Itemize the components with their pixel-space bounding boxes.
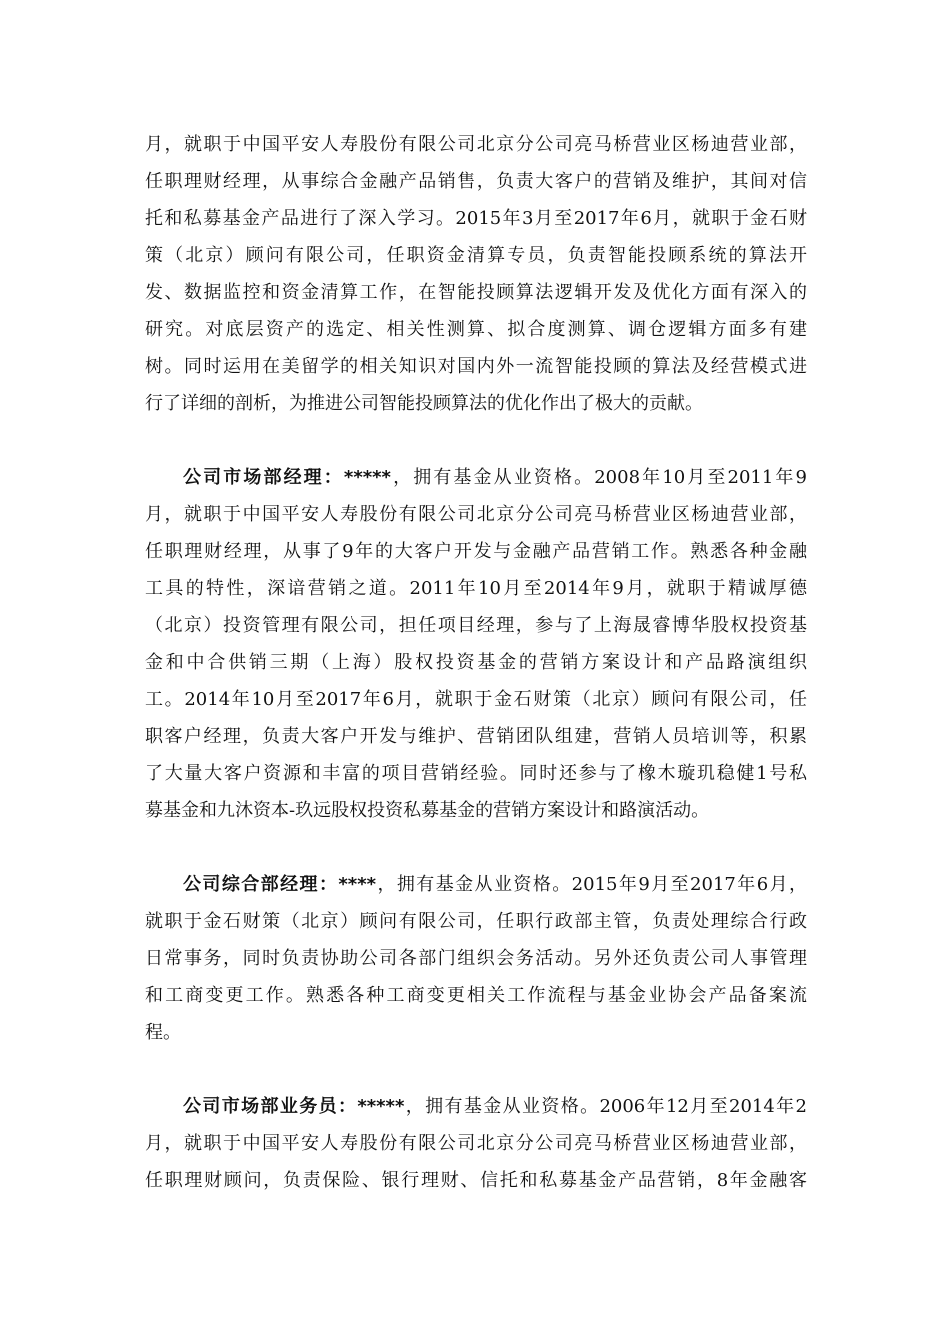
- paragraph-continuation: [145, 126, 807, 422]
- paragraph-market-manager: [145, 459, 807, 829]
- text-line: 日常事务，同时负责协助公司各部门组织会务活动。另外还负责公司人事管理: [145, 948, 807, 969]
- text-line: 月，就职于中国平安人寿股份有限公司北京分公司亮马桥营业区杨迪营业部，: [145, 504, 807, 525]
- paragraph-market-staff: [145, 1088, 807, 1199]
- text-line: 发、数据监控和资金清算工作，在智能投顾算法逻辑开发及优化方面有深入的: [145, 282, 807, 303]
- role-label: 公司市场部业务员：: [183, 1096, 358, 1117]
- text-line: 金和中合供销三期（上海）股权投资基金的营销方案设计和产品路演组织: [145, 652, 807, 673]
- text-line: 募基金和九沐资本-玖远股权投资私募基金的营销方案设计和路演活动。: [145, 800, 710, 821]
- paragraph-first-line: [145, 1088, 807, 1125]
- text-line: 行了详细的剖析，为推进公司智能投顾算法的优化作出了极大的贡献。: [145, 393, 703, 414]
- text-line: 就职于金石财策（北京）顾问有限公司，任职行政部主管，负责处理综合行政: [145, 911, 807, 932]
- text-line: 职客户经理，负责大客户开发与维护、营销团队组建，营销人员培训等，积累: [145, 726, 807, 747]
- text-line: 工具的特性，深谙营销之道。2011年10月至2014年9月，就职于精诚厚德: [145, 578, 807, 599]
- text-line: 研究。对底层资产的选定、相关性测算、拟合度测算、调仓逻辑方面多有建: [145, 319, 807, 340]
- text-line: 工。2014年10月至2017年6月，就职于金石财策（北京）顾问有限公司，任: [145, 689, 807, 710]
- role-label: 公司市场部经理：: [183, 467, 344, 488]
- paragraph-gap: [145, 422, 807, 459]
- text-line: 策（北京）顾问有限公司，任职资金清算专员，负责智能投顾系统的算法开: [145, 245, 807, 266]
- masked-name: *****: [343, 467, 391, 488]
- text-line: 树。同时运用在美留学的相关知识对国内外一流智能投顾的算法及经营模式进: [145, 356, 807, 377]
- text-line: 和工商变更工作。熟悉各种工商变更相关工作流程与基金业协会产品备案流: [145, 985, 807, 1006]
- paragraph-admin-manager: [145, 866, 807, 1051]
- text-line: 了大量大客户资源和丰富的项目营销经验。同时还参与了橡木璇玑稳健1号私: [145, 763, 807, 784]
- paragraph-first-line: [145, 866, 807, 903]
- text-line: 任职理财顾问，负责保险、银行理财、信托和私募基金产品营销，8年金融客: [145, 1170, 807, 1191]
- text-line: 月，就职于中国平安人寿股份有限公司北京分公司亮马桥营业区杨迪营业部，: [145, 134, 807, 155]
- text-line: （北京）投资管理有限公司，担任项目经理，参与了上海晟睿博华股权投资基: [145, 615, 807, 636]
- masked-name: ****: [338, 874, 377, 895]
- text-line: 托和私募基金产品进行了深入学习。2015年3月至2017年6月，就职于金石财: [145, 208, 807, 229]
- text-line: 程。: [145, 1022, 181, 1043]
- role-label: 公司综合部经理：: [183, 874, 339, 895]
- masked-name: *****: [357, 1096, 405, 1117]
- first-line-text: ，拥有基金从业资格。2008年10月至2011年9: [390, 467, 807, 488]
- document-page: [145, 126, 807, 1199]
- text-line: 任职理财经理，从事综合金融产品销售，负责大客户的营销及维护，其间对信: [145, 171, 807, 192]
- text-line: 月，就职于中国平安人寿股份有限公司北京分公司亮马桥营业区杨迪营业部，: [145, 1133, 807, 1154]
- first-line-text: ，拥有基金从业资格。2006年12月至2014年2: [404, 1096, 807, 1117]
- paragraph-gap: [145, 1051, 807, 1088]
- text-line: 任职理财经理，从事了9年的大客户开发与金融产品营销工作。熟悉各种金融: [145, 541, 807, 562]
- paragraph-first-line: [145, 459, 807, 496]
- first-line-text: ，拥有基金从业资格。2015年9月至2017年6月，: [376, 874, 807, 895]
- paragraph-gap: [145, 829, 807, 866]
